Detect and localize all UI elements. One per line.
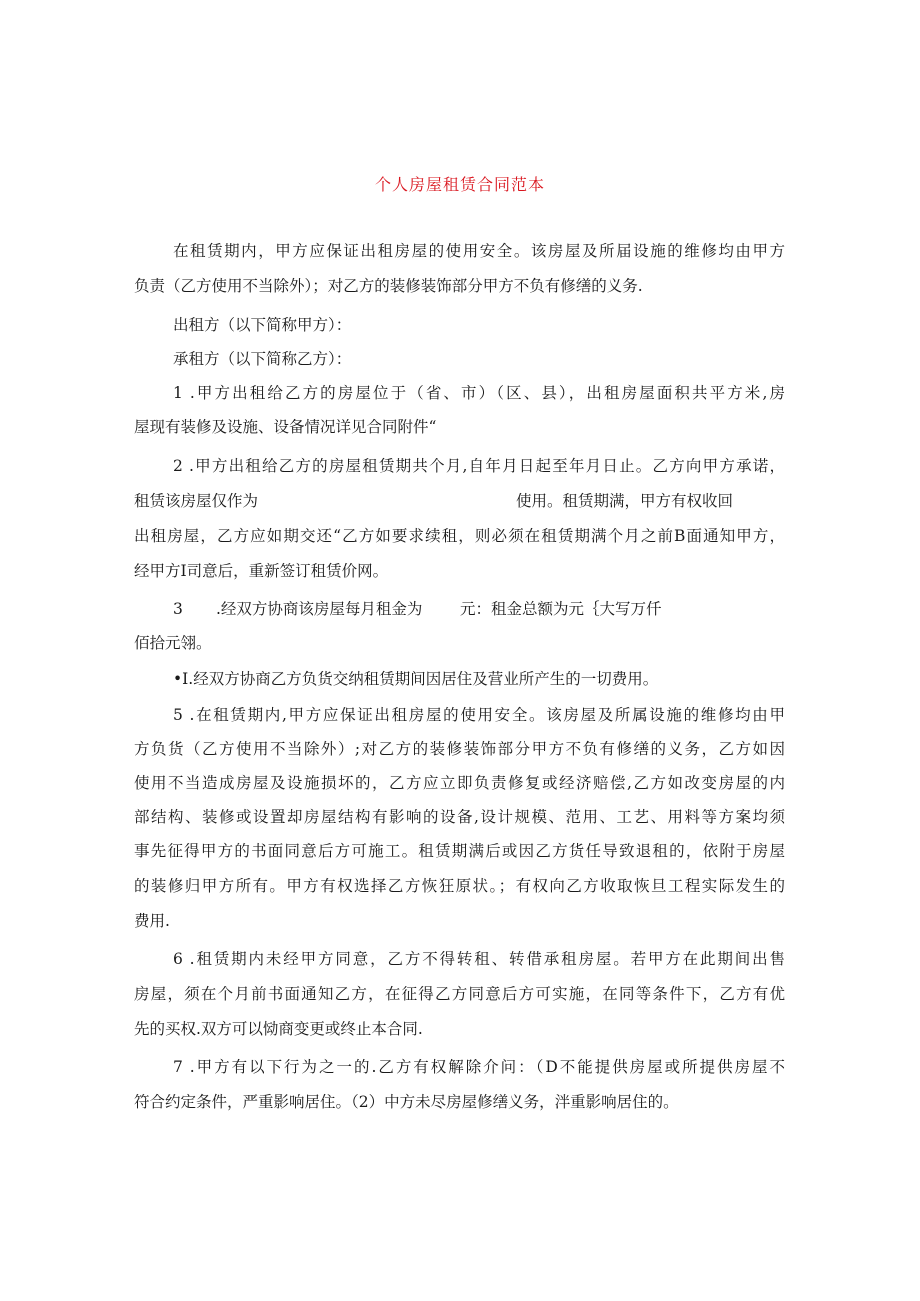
clause-3-number: 3 [173,600,183,618]
clause-5-line-7: 费用. [134,912,170,930]
clause-3-line-1b: 元：租金总额为元｛大写万仟 [460,600,662,618]
party-b-label: 承租方（以下简称乙方）： [173,350,352,368]
clause-2-line-4: 经甲方I司意后，重新签订租赁价网。 [134,562,389,580]
document-title: 个人房屋租赁合同范本 [374,175,545,194]
clause-4-line-1: •I.经双方协商乙方负货交纳租赁期间因居住及营业所产生的一切费用。 [173,670,659,688]
clause-3-line-2: 佰拾元翎。 [134,634,212,652]
clause-5-line-4: 部结构、装修或设置却房屋结构有影响的设备,设计规模、范用、工艺、用料等方案均须 [134,808,785,826]
clause-3-line-1a: .经双方协商该房屋每月租金为 [216,600,423,618]
clause-5-line-1: 5 .在租赁期内,甲方应保证出租房屋的使用安全。该房屋及所属设施的维修均由甲 [173,706,785,724]
intro-line-1: 在租赁期内，甲方应保证出租房屋的使用安全。该房屋及所届设施的维修均由甲方 [173,242,785,260]
clause-5-line-3: 使用不当造成房屋及设施损坏的，乙方应立即负责修复或经济赔偿,乙方如改变房屋的内 [134,774,785,792]
party-a-label: 出租方（以下简称甲方）： [173,316,352,334]
clause-1-line-1: 1 .甲方出租给乙方的房屋位于（省、市）（区、县），出租房屋面积共平方米,房 [173,384,785,402]
clause-6-line-1: 6 .租赁期内未经甲方同意，乙方不得转租、转借承租房屋。若甲方在此期间出售 [173,950,785,968]
clause-6-line-3: 先的买权.双方可以恸商变更或终止本合同. [134,1020,423,1038]
clause-2-line-2b: 使用。租赁期满，甲方有权收回 [516,492,734,510]
clause-7-line-2: 符合约定条件，严重影响居住。（2）中方未尽房屋修缮义务，泮重影响居住的。 [134,1093,679,1111]
clause-5-line-2: 方负货（乙方使用不当除外）;对乙方的装修装饰部分甲方不负有修缮的义务，乙方如因 [134,740,785,758]
clause-5-line-5: 事先征得甲方的书面同意后方可施工。租赁期满后或因乙方货任导致退租的，依附于房屋 [134,842,785,860]
clause-7-line-1: 7 .甲方有以下行为之一的.乙方有权解除介问：（D不能提供房屋或所提供房屋不 [173,1058,785,1076]
clause-5-line-6: 的装修归甲方所有。甲方有权选择乙方恢狂原状。；有权向乙方收取恢旦工程实际发生的 [134,877,785,895]
clause-1-line-2: 屋现有装修及设施、设备情况详见合同附件“ [134,418,437,436]
clause-2-line-3: 出租房屋，乙方应如期交还“乙方如要求续租，则必须在租赁期满个月之前B面通知甲方， [134,527,785,545]
clause-6-line-2: 房屋，须在个月前书面通知乙方，在征得乙方同意后方可实施，在同等条件下，乙方有优 [134,985,785,1003]
clause-2-line-1: 2 .甲方出租给乙方的房屋租赁期共个月,自年月日起至年月日止。乙方向甲方承诺， [173,457,785,475]
clause-2-line-2a: 租赁该房屋仅作为 [134,492,259,510]
intro-line-2: 负责（乙方使用不当除外）；对乙方的装修装饰部分甲方不负有修缮的义务. [134,277,643,295]
